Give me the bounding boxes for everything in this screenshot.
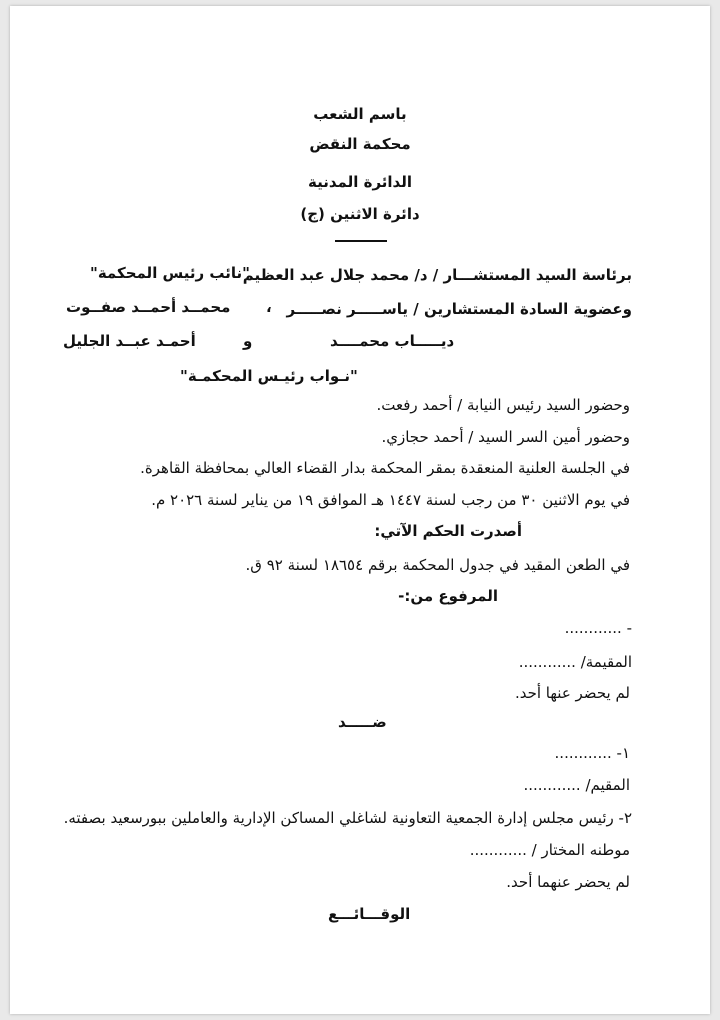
secretary-attendance: وحضور أمين السر السيد / أحمد حجازي. bbox=[381, 428, 630, 446]
presidency-title: "نائب رئيس المحكمة" bbox=[90, 264, 250, 282]
respondent-1-residence: المقيم/ ............ bbox=[523, 776, 630, 794]
session-place: في الجلسة العلنية المنعقدة بمقر المحكمة بدار القضاء العالي بمحافظة القاهرة. bbox=[140, 459, 630, 477]
membership-line: وعضوية السادة المستشارين / ياســـــر نصـــــر bbox=[286, 300, 632, 318]
document-page bbox=[10, 6, 710, 1014]
prosecution-attendance: وحضور السيد رئيس النيابة / أحمد رفعت. bbox=[376, 396, 630, 414]
respondent-2-domicile: موطنه المختار / ............ bbox=[469, 841, 630, 859]
verdict-issued-heading: أصدرت الحكم الآتي: bbox=[374, 522, 522, 540]
member-name-2: محمــد أحمــد صفــوت bbox=[66, 298, 231, 316]
header-court-name: محكمة النقض bbox=[309, 135, 411, 153]
member-conjunction: و bbox=[243, 332, 253, 350]
appellant-name: - ............ bbox=[564, 619, 632, 637]
appeal-number: في الطعن المقيد في جدول المحكمة برقم ١٨٦٥٤ لسنة ٩٢ ق. bbox=[245, 556, 630, 574]
respondents-absence: لم يحضر عنهما أحد. bbox=[506, 873, 630, 891]
appellant-residence: المقيمة/ ............ bbox=[518, 653, 632, 671]
respondent-1: ١- ............ bbox=[554, 744, 630, 762]
facts-heading: الوقـــائـــع bbox=[328, 905, 411, 923]
member-separator: ، bbox=[266, 298, 272, 316]
header-divider bbox=[335, 240, 387, 242]
header-circuit: الدائرة المدنية bbox=[308, 173, 412, 191]
session-date: في يوم الاثنين ٣٠ من رجب لسنة ١٤٤٧ هـ الموافق ١٩ من يناير لسنة ٢٠٢٦ م. bbox=[151, 491, 630, 509]
member-name-3: ديـــــاب محمــــد bbox=[330, 332, 455, 350]
presidency-line: برئاسة السيد المستشـــار / د/ محمد جلال عبد العظيم bbox=[242, 266, 632, 284]
header-chamber: دائرة الاثنين (ج) bbox=[300, 205, 420, 223]
appellant-heading: المرفوع من:- bbox=[398, 587, 498, 605]
appellant-absence: لم يحضر عنها أحد. bbox=[514, 684, 630, 702]
deputies-title: "نـواب رئيـس المحكمـة" bbox=[180, 367, 358, 385]
member-name-4: أحمـد عبــد الجليل bbox=[63, 332, 196, 350]
respondent-2: ٢- رئيس مجلس إدارة الجمعية التعاونية لشاغلي المساكن الإدارية والعاملين ببورسعيد بصفته. bbox=[63, 809, 632, 827]
against-label: ضـــــد bbox=[338, 713, 387, 731]
header-in-the-name-of-people: باسم الشعب bbox=[313, 105, 407, 123]
